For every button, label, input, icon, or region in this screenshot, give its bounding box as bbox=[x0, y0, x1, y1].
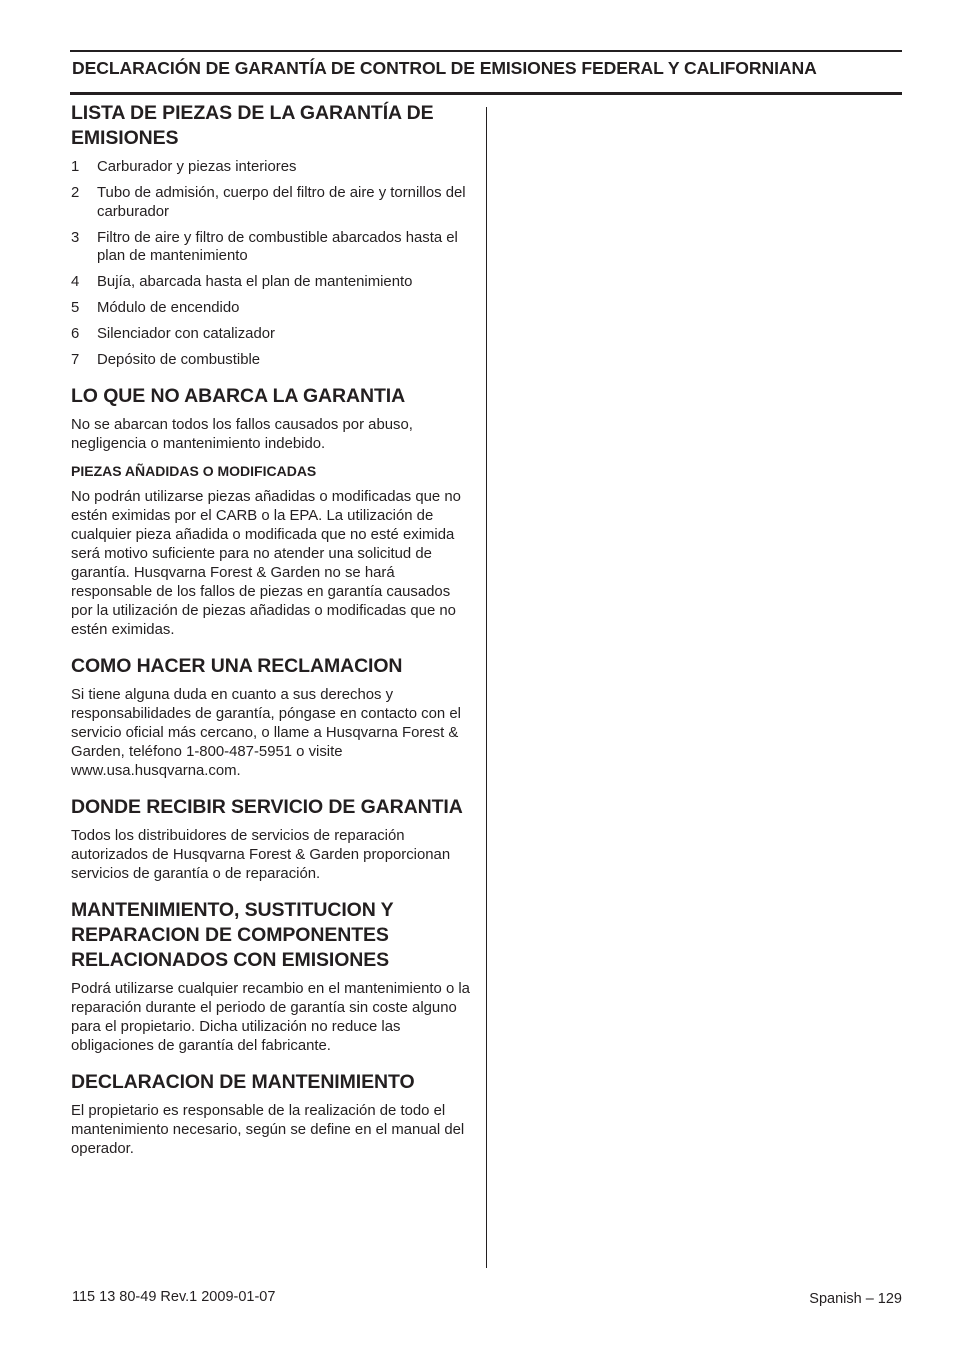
list-item bbox=[71, 184, 471, 221]
list-item-text: Filtro de aire y filtro de combustible abarcados hasta el plan de mantenimiento bbox=[97, 229, 458, 264]
parts-list bbox=[71, 158, 471, 370]
list-item bbox=[71, 158, 471, 177]
left-column bbox=[71, 101, 471, 1159]
list-item-number: 4 bbox=[71, 274, 80, 290]
not-covered-heading: LO QUE NO ABARCA LA GARANTIA bbox=[71, 384, 406, 407]
page-number: Spanish – 129 bbox=[809, 1291, 902, 1307]
service-text: Todos los distribuidores de servicios de reparación autorizados de Husqvarna Forest & Garden proporcionan servicios de garantía o de reparación. bbox=[71, 827, 451, 882]
modified-parts-text: No podrán utilizarse piezas añadidas o modificadas que no estén eximidas por el CARB o la EPA. La utilización de cualquier pieza añadida o modificada que no esté eximida será motivo suficiente para no atender una solicitud de garantía. Husqvarna Forest & Garden no se hará responsable de los fallos de piezas en garantía causados por la utilización de piezas añadidas o modificadas que no estén eximidas. bbox=[71, 488, 461, 638]
list-item-number: 1 bbox=[71, 159, 80, 175]
list-item bbox=[71, 351, 471, 370]
maintenance-statement-section bbox=[71, 1070, 471, 1159]
list-item-text: Silenciador con catalizador bbox=[97, 326, 275, 342]
list-item bbox=[71, 299, 471, 318]
not-covered-section bbox=[71, 384, 471, 640]
modified-parts-subheading: PIEZAS AÑADIDAS O MODIFICADAS bbox=[71, 462, 317, 479]
parts-list-section bbox=[71, 101, 471, 370]
document-number: 115 13 80-49 Rev.1 2009-01-07 bbox=[72, 1289, 276, 1305]
list-item-number: 6 bbox=[71, 326, 80, 342]
list-item-number: 3 bbox=[71, 229, 80, 246]
claim-heading: COMO HACER UNA RECLAMACION bbox=[71, 654, 403, 677]
service-section bbox=[71, 795, 471, 884]
column-divider bbox=[486, 107, 487, 1268]
list-item bbox=[71, 229, 471, 266]
claim-text: Si tiene alguna duda en cuanto a sus derechos y responsabilidades de garantía, póngase en contacto con el servicio oficial más cercano, o llame a Husqvarna Forest & Garden, teléfono 1-800-487-5951 o visite www.usa.husqvarna.com. bbox=[71, 686, 461, 779]
claim-section bbox=[71, 654, 471, 781]
header-bottom-rule bbox=[70, 92, 902, 95]
page-title: DECLARACIÓN DE GARANTÍA DE CONTROL DE EMISIONES FEDERAL Y CALIFORNIANA bbox=[72, 58, 817, 78]
maintenance-parts-text: Podrá utilizarse cualquier recambio en el mantenimiento o la reparación durante el periodo de garantía sin coste alguno para el propietario. Dicha utilización no reduce las obligaciones de garantía del fabricante. bbox=[71, 980, 470, 1054]
maintenance-parts-section bbox=[71, 898, 471, 1056]
list-item-text: Depósito de combustible bbox=[97, 352, 261, 368]
list-item-text: Bujía, abarcada hasta el plan de mantenimiento bbox=[97, 274, 413, 290]
maintenance-statement-text: El propietario es responsable de la realización de todo el mantenimiento necesario, según se define en el manual del operador. bbox=[71, 1102, 465, 1157]
list-item-number: 2 bbox=[71, 185, 80, 201]
list-item-text: Carburador y piezas interiores bbox=[97, 159, 297, 175]
header-top-rule bbox=[70, 50, 902, 52]
parts-list-heading: LISTA DE PIEZAS DE LA GARANTÍA DE EMISIONES bbox=[71, 102, 434, 149]
list-item bbox=[71, 273, 471, 292]
maintenance-parts-heading: MANTENIMIENTO, SUSTITUCION Y REPARACION DE COMPONENTES RELACIONADOS CON EMISIONES bbox=[71, 898, 394, 971]
list-item-text: Módulo de encendido bbox=[97, 300, 240, 316]
list-item-number: 5 bbox=[71, 300, 80, 316]
not-covered-text: No se abarcan todos los fallos causados por abuso, negligencia o mantenimiento indebido. bbox=[71, 416, 413, 452]
maintenance-statement-heading: DECLARACION DE MANTENIMIENTO bbox=[71, 1070, 415, 1093]
list-item-number: 7 bbox=[71, 352, 80, 368]
list-item bbox=[71, 325, 471, 344]
service-heading: DONDE RECIBIR SERVICIO DE GARANTIA bbox=[71, 795, 463, 818]
list-item-text: Tubo de admisión, cuerpo del filtro de aire y tornillos del carburador bbox=[97, 185, 466, 220]
